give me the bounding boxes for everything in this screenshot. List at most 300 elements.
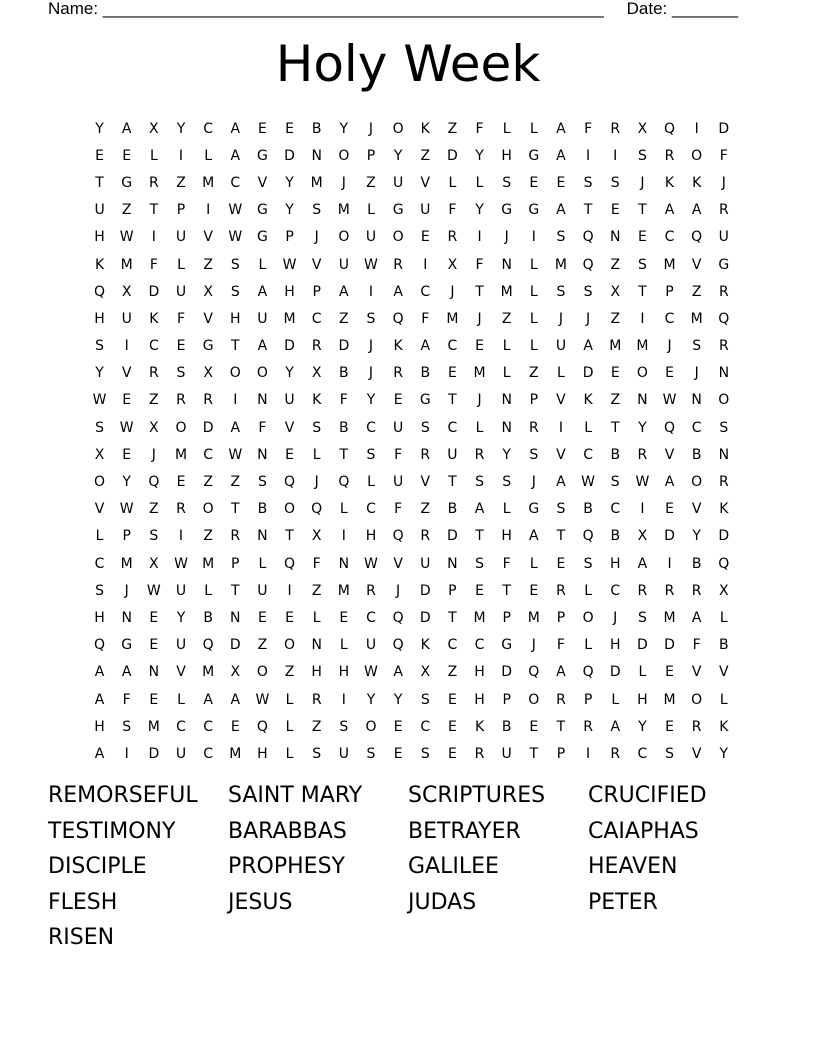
grid-letter[interactable]: M — [500, 283, 513, 300]
grid-letter[interactable]: S — [692, 338, 702, 355]
grid-letter[interactable]: Y — [95, 120, 104, 137]
grid-letter[interactable]: Y — [285, 202, 294, 219]
grid-letter[interactable]: W — [255, 691, 270, 708]
grid-letter[interactable]: Z — [257, 637, 268, 654]
grid-letter[interactable]: F — [584, 120, 593, 137]
grid-letter[interactable]: C — [420, 283, 431, 300]
grid-letter[interactable]: O — [691, 691, 703, 708]
grid-letter[interactable]: L — [502, 365, 511, 382]
grid-letter[interactable]: E — [420, 229, 430, 246]
grid-letter[interactable]: Z — [339, 310, 349, 327]
grid-letter[interactable]: D — [718, 120, 730, 137]
grid-letter[interactable]: U — [420, 202, 431, 219]
grid-letter[interactable]: M — [229, 745, 242, 762]
grid-letter[interactable]: S — [556, 283, 566, 300]
grid-letter[interactable]: N — [257, 392, 268, 409]
grid-letter[interactable]: N — [501, 419, 512, 436]
grid-letter[interactable]: C — [637, 745, 648, 762]
grid-letter[interactable]: E — [285, 120, 294, 137]
grid-letter[interactable]: L — [584, 582, 592, 599]
grid-letter[interactable]: Z — [284, 664, 295, 681]
grid-letter[interactable]: D — [148, 745, 160, 762]
grid-letter[interactable]: J — [586, 310, 591, 327]
grid-letter[interactable]: N — [257, 446, 268, 463]
grid-letter[interactable]: M — [147, 718, 160, 735]
grid-letter[interactable]: R — [556, 691, 566, 708]
grid-letter[interactable]: F — [122, 691, 131, 708]
grid-letter[interactable]: U — [94, 202, 105, 219]
grid-letter[interactable]: K — [474, 718, 485, 735]
grid-letter[interactable]: V — [556, 446, 566, 463]
grid-letter[interactable]: U — [392, 474, 404, 491]
grid-letter[interactable]: L — [367, 202, 375, 219]
grid-letter[interactable]: F — [719, 147, 728, 164]
grid-letter[interactable]: T — [230, 338, 240, 355]
grid-letter[interactable]: E — [176, 474, 186, 491]
grid-letter[interactable]: A — [203, 691, 213, 708]
grid-letter[interactable]: W — [119, 419, 134, 436]
grid-letter[interactable]: L — [502, 120, 511, 137]
grid-letter[interactable]: R — [610, 745, 621, 762]
grid-letter[interactable]: V — [176, 664, 186, 681]
grid-letter[interactable]: L — [312, 446, 321, 463]
grid-letter[interactable]: S — [610, 174, 620, 191]
grid-letter[interactable]: P — [502, 609, 511, 626]
grid-letter[interactable]: Q — [582, 528, 594, 545]
grid-letter[interactable]: A — [393, 664, 403, 681]
grid-letter[interactable]: I — [667, 555, 672, 572]
grid-letter[interactable]: E — [149, 637, 159, 654]
grid-letter[interactable]: N — [718, 446, 730, 463]
grid-letter[interactable]: E — [556, 555, 566, 572]
grid-letter[interactable]: E — [610, 202, 620, 219]
grid-letter[interactable]: D — [582, 365, 594, 382]
grid-letter[interactable]: U — [121, 310, 132, 327]
grid-letter[interactable]: R — [176, 392, 186, 409]
grid-letter[interactable]: H — [474, 664, 485, 681]
grid-letter[interactable]: E — [122, 392, 132, 409]
grid-letter[interactable]: U — [257, 582, 268, 599]
grid-letter[interactable]: G — [718, 256, 730, 273]
grid-letter[interactable]: W — [119, 501, 134, 518]
grid-letter[interactable]: I — [124, 745, 129, 762]
grid-letter[interactable]: R — [203, 392, 213, 409]
grid-letter[interactable]: Q — [202, 637, 214, 654]
grid-letter[interactable]: T — [230, 501, 240, 518]
grid-letter[interactable]: A — [339, 283, 349, 300]
grid-letter[interactable]: P — [583, 691, 593, 708]
grid-letter[interactable]: A — [121, 664, 132, 681]
grid-letter[interactable]: G — [121, 174, 133, 191]
grid-letter[interactable]: M — [663, 256, 676, 273]
grid-letter[interactable]: X — [447, 256, 458, 273]
grid-letter[interactable]: S — [257, 474, 267, 491]
grid-letter[interactable]: L — [557, 365, 565, 382]
grid-letter[interactable]: Z — [176, 174, 186, 191]
grid-letter[interactable]: V — [311, 256, 322, 273]
grid-letter[interactable]: I — [531, 229, 536, 246]
grid-letter[interactable]: I — [477, 229, 482, 246]
grid-letter[interactable]: T — [475, 528, 484, 545]
grid-letter[interactable]: Q — [284, 555, 296, 572]
grid-letter[interactable]: T — [638, 283, 647, 300]
grid-letter[interactable]: Y — [95, 365, 104, 382]
grid-letter[interactable]: N — [311, 147, 322, 164]
grid-letter[interactable]: O — [94, 474, 106, 491]
grid-letter[interactable]: T — [149, 202, 159, 219]
grid-letter[interactable]: K — [312, 392, 322, 409]
grid-letter[interactable]: N — [121, 609, 132, 626]
grid-letter[interactable]: F — [692, 637, 701, 654]
grid-letter[interactable]: Q — [392, 609, 404, 626]
grid-letter[interactable]: J — [314, 229, 319, 246]
grid-letter[interactable]: Y — [366, 691, 376, 708]
grid-letter[interactable]: H — [284, 283, 295, 300]
grid-letter[interactable]: L — [502, 501, 511, 518]
grid-letter[interactable]: D — [284, 147, 295, 164]
grid-letter[interactable]: L — [285, 718, 294, 735]
grid-letter[interactable]: E — [665, 664, 674, 681]
grid-letter[interactable]: S — [502, 474, 512, 491]
grid-letter[interactable]: X — [637, 528, 648, 545]
grid-letter[interactable]: A — [474, 501, 485, 518]
grid-letter[interactable]: H — [609, 637, 621, 654]
grid-letter[interactable]: F — [448, 202, 457, 219]
grid-letter[interactable]: F — [149, 256, 158, 273]
grid-letter[interactable]: E — [393, 718, 403, 735]
grid-letter[interactable]: V — [203, 310, 213, 327]
grid-letter[interactable]: H — [609, 555, 621, 572]
grid-letter[interactable]: D — [338, 338, 350, 355]
grid-letter[interactable]: Z — [203, 528, 213, 545]
grid-letter[interactable]: C — [176, 718, 186, 735]
grid-letter[interactable]: Q — [664, 419, 676, 436]
grid-letter[interactable]: R — [311, 691, 322, 708]
grid-letter[interactable]: N — [637, 392, 648, 409]
grid-letter[interactable]: E — [122, 147, 132, 164]
grid-letter[interactable]: A — [610, 718, 621, 735]
grid-letter[interactable]: I — [341, 691, 346, 708]
grid-letter[interactable]: L — [529, 120, 538, 137]
grid-letter[interactable]: B — [339, 419, 349, 436]
grid-letter[interactable]: C — [203, 120, 214, 137]
grid-letter[interactable]: Z — [610, 392, 621, 409]
grid-letter[interactable]: C — [583, 446, 593, 463]
grid-letter[interactable]: S — [149, 528, 159, 545]
grid-letter[interactable]: R — [637, 446, 648, 463]
grid-letter[interactable]: A — [556, 202, 566, 219]
grid-letter[interactable]: U — [718, 229, 729, 246]
grid-letter[interactable]: K — [420, 637, 430, 654]
grid-letter[interactable]: Q — [582, 256, 594, 273]
grid-letter[interactable]: X — [610, 283, 621, 300]
grid-letter[interactable]: Z — [447, 120, 458, 137]
grid-letter[interactable]: M — [609, 338, 622, 355]
grid-letter[interactable]: L — [312, 609, 321, 626]
grid-letter[interactable]: K — [583, 392, 593, 409]
grid-letter[interactable]: W — [92, 392, 107, 409]
grid-letter[interactable]: U — [257, 310, 268, 327]
grid-letter[interactable]: P — [502, 691, 511, 708]
grid-letter[interactable]: N — [501, 256, 512, 273]
grid-letter[interactable]: N — [257, 528, 268, 545]
grid-letter[interactable]: G — [528, 501, 540, 518]
grid-letter[interactable]: H — [474, 691, 485, 708]
grid-letter[interactable]: Q — [94, 637, 106, 654]
grid-letter[interactable]: S — [529, 446, 539, 463]
grid-letter[interactable]: E — [447, 745, 457, 762]
grid-letter[interactable]: I — [233, 392, 238, 409]
grid-letter[interactable]: R — [691, 718, 702, 735]
grid-letter[interactable]: P — [366, 147, 376, 164]
grid-letter[interactable]: I — [287, 582, 292, 599]
grid-letter[interactable]: L — [204, 582, 213, 599]
grid-letter[interactable]: M — [554, 256, 567, 273]
grid-letter[interactable]: Z — [447, 664, 458, 681]
grid-letter[interactable]: G — [256, 202, 268, 219]
grid-letter[interactable]: F — [339, 392, 348, 409]
grid-letter[interactable]: C — [366, 501, 376, 518]
grid-letter[interactable]: S — [583, 174, 593, 191]
grid-letter[interactable]: A — [230, 419, 241, 436]
grid-letter[interactable]: R — [528, 419, 539, 436]
grid-letter[interactable]: H — [94, 229, 105, 246]
grid-letter[interactable]: T — [583, 202, 593, 219]
grid-letter[interactable]: F — [394, 501, 403, 518]
grid-letter[interactable]: W — [228, 229, 243, 246]
grid-letter[interactable]: N — [338, 555, 350, 572]
grid-letter[interactable]: N — [230, 609, 241, 626]
grid-letter[interactable]: Q — [718, 310, 730, 327]
grid-letter[interactable]: D — [419, 609, 431, 626]
grid-letter[interactable]: S — [637, 147, 647, 164]
grid-letter[interactable]: M — [527, 609, 540, 626]
grid-letter[interactable]: V — [121, 365, 132, 382]
grid-letter[interactable]: A — [420, 338, 431, 355]
grid-letter[interactable]: Y — [393, 147, 403, 164]
grid-letter[interactable]: F — [421, 310, 430, 327]
grid-letter[interactable]: K — [420, 120, 430, 137]
grid-letter[interactable]: Z — [529, 365, 539, 382]
grid-letter[interactable]: L — [367, 474, 375, 491]
grid-letter[interactable]: H — [338, 664, 350, 681]
grid-letter[interactable]: X — [149, 555, 159, 572]
grid-letter[interactable]: D — [447, 528, 458, 545]
grid-letter[interactable]: E — [529, 582, 539, 599]
grid-letter[interactable]: D — [664, 528, 675, 545]
grid-letter[interactable]: S — [366, 446, 376, 463]
grid-letter[interactable]: L — [529, 555, 538, 572]
grid-letter[interactable]: N — [718, 365, 730, 382]
grid-letter[interactable]: D — [447, 147, 458, 164]
grid-letter[interactable]: L — [529, 310, 538, 327]
grid-letter[interactable]: S — [366, 745, 376, 762]
grid-letter[interactable]: M — [337, 582, 350, 599]
grid-letter[interactable]: X — [637, 120, 648, 137]
grid-letter[interactable]: H — [94, 310, 105, 327]
grid-letter[interactable]: L — [475, 419, 484, 436]
grid-letter[interactable]: A — [529, 528, 539, 545]
grid-letter[interactable]: F — [312, 555, 321, 572]
grid-letter[interactable]: Q — [528, 664, 540, 681]
grid-letter[interactable]: X — [149, 120, 159, 137]
grid-letter[interactable]: J — [504, 229, 509, 246]
grid-letter[interactable]: S — [230, 283, 240, 300]
grid-letter[interactable]: R — [691, 582, 702, 599]
grid-letter[interactable]: K — [719, 501, 729, 518]
grid-letter[interactable]: O — [691, 474, 703, 491]
grid-letter[interactable]: W — [228, 446, 243, 463]
grid-letter[interactable]: I — [178, 147, 184, 164]
grid-letter[interactable]: L — [285, 691, 294, 708]
grid-letter[interactable]: G — [256, 229, 268, 246]
grid-letter[interactable]: S — [420, 419, 430, 436]
grid-letter[interactable]: W — [119, 229, 134, 246]
grid-letter[interactable]: D — [501, 664, 513, 681]
grid-letter[interactable]: V — [203, 229, 213, 246]
grid-letter[interactable]: D — [718, 528, 730, 545]
grid-letter[interactable]: T — [285, 528, 294, 545]
grid-letter[interactable]: S — [719, 419, 729, 436]
grid-letter[interactable]: M — [663, 609, 676, 626]
grid-letter[interactable]: V — [691, 501, 702, 518]
grid-letter[interactable]: W — [635, 474, 650, 491]
grid-letter[interactable]: R — [474, 745, 485, 762]
grid-letter[interactable]: H — [94, 718, 105, 735]
grid-letter[interactable]: M — [120, 256, 133, 273]
grid-letter[interactable]: W — [364, 664, 378, 681]
grid-letter[interactable]: X — [203, 283, 213, 300]
grid-letter[interactable]: A — [556, 120, 566, 137]
grid-letter[interactable]: X — [311, 528, 322, 545]
grid-letter[interactable]: O — [202, 501, 214, 518]
grid-letter[interactable]: O — [582, 609, 594, 626]
grid-letter[interactable]: L — [529, 283, 538, 300]
grid-letter[interactable]: W — [174, 555, 188, 572]
grid-letter[interactable]: Q — [256, 718, 268, 735]
grid-letter[interactable]: Q — [94, 283, 106, 300]
grid-letter[interactable]: R — [393, 365, 403, 382]
grid-letter[interactable]: N — [610, 229, 621, 246]
grid-letter[interactable]: E — [475, 582, 484, 599]
grid-letter[interactable]: N — [501, 392, 512, 409]
grid-letter[interactable]: R — [610, 120, 621, 137]
grid-letter[interactable]: Z — [311, 582, 322, 599]
grid-letter[interactable]: Q — [311, 501, 323, 518]
grid-letter[interactable]: E — [556, 174, 566, 191]
grid-letter[interactable]: S — [610, 474, 620, 491]
grid-letter[interactable]: O — [365, 718, 377, 735]
grid-letter[interactable]: F — [475, 256, 484, 273]
grid-letter[interactable]: S — [95, 582, 105, 599]
grid-letter[interactable]: Q — [718, 555, 730, 572]
grid-letter[interactable]: O — [392, 229, 404, 246]
grid-letter[interactable]: A — [94, 691, 105, 708]
grid-letter[interactable]: M — [202, 174, 215, 191]
grid-letter[interactable]: Z — [420, 501, 431, 518]
grid-letter[interactable]: I — [151, 229, 156, 246]
grid-letter[interactable]: Q — [392, 637, 404, 654]
grid-letter[interactable]: A — [94, 664, 105, 681]
grid-letter[interactable]: U — [175, 637, 187, 654]
grid-letter[interactable]: V — [420, 174, 431, 191]
grid-letter[interactable]: Y — [475, 202, 484, 219]
grid-letter[interactable]: A — [691, 202, 702, 219]
grid-letter[interactable]: J — [477, 310, 482, 327]
grid-letter[interactable]: U — [284, 392, 295, 409]
grid-letter[interactable]: R — [718, 202, 729, 219]
grid-letter[interactable]: F — [556, 637, 565, 654]
grid-letter[interactable]: B — [501, 718, 512, 735]
grid-letter[interactable]: J — [477, 392, 482, 409]
grid-letter[interactable]: R — [664, 147, 675, 164]
grid-letter[interactable]: B — [203, 609, 213, 626]
grid-letter[interactable]: L — [475, 174, 484, 191]
grid-letter[interactable]: D — [419, 582, 431, 599]
grid-letter[interactable]: G — [256, 147, 268, 164]
grid-letter[interactable]: T — [448, 392, 457, 409]
grid-letter[interactable]: P — [556, 609, 566, 626]
grid-letter[interactable]: X — [121, 283, 132, 300]
grid-letter[interactable]: Y — [638, 718, 647, 735]
grid-letter[interactable]: L — [339, 637, 348, 654]
grid-letter[interactable]: Z — [610, 256, 621, 273]
grid-letter[interactable]: J — [368, 365, 374, 382]
grid-letter[interactable]: A — [691, 609, 702, 626]
grid-letter[interactable]: S — [95, 338, 105, 355]
grid-letter[interactable]: C — [203, 745, 214, 762]
grid-letter[interactable]: U — [420, 555, 431, 572]
grid-letter[interactable]: C — [366, 609, 376, 626]
grid-letter[interactable]: V — [284, 419, 295, 436]
grid-letter[interactable]: Q — [392, 310, 404, 327]
grid-letter[interactable]: S — [312, 202, 322, 219]
grid-letter[interactable]: R — [583, 718, 593, 735]
grid-letter[interactable]: E — [285, 446, 294, 463]
grid-letter[interactable]: T — [475, 283, 484, 300]
grid-letter[interactable]: H — [637, 691, 648, 708]
grid-letter[interactable]: O — [718, 392, 730, 409]
grid-letter[interactable]: H — [501, 528, 512, 545]
grid-letter[interactable]: I — [586, 147, 591, 164]
grid-letter[interactable]: L — [584, 637, 592, 654]
grid-letter[interactable]: R — [420, 528, 431, 545]
grid-letter[interactable]: N — [447, 555, 458, 572]
grid-letter[interactable]: S — [420, 745, 430, 762]
grid-letter[interactable]: A — [257, 338, 268, 355]
grid-letter[interactable]: L — [638, 664, 647, 681]
grid-letter[interactable]: L — [177, 691, 185, 708]
grid-letter[interactable]: E — [149, 609, 159, 626]
grid-letter[interactable]: Y — [692, 528, 701, 545]
grid-letter[interactable]: W — [146, 582, 161, 599]
grid-letter[interactable]: S — [176, 365, 186, 382]
grid-letter[interactable]: S — [312, 419, 322, 436]
grid-letter[interactable]: Z — [203, 256, 213, 273]
grid-letter[interactable]: Y — [475, 147, 484, 164]
grid-letter[interactable]: R — [366, 582, 376, 599]
grid-letter[interactable]: S — [230, 256, 240, 273]
grid-letter[interactable]: C — [691, 419, 702, 436]
grid-letter[interactable]: R — [420, 446, 431, 463]
grid-letter[interactable]: G — [202, 338, 214, 355]
grid-letter[interactable]: R — [474, 446, 485, 463]
grid-letter[interactable]: A — [230, 691, 241, 708]
grid-letter[interactable]: L — [258, 555, 267, 572]
grid-letter[interactable]: J — [124, 582, 129, 599]
grid-letter[interactable]: O — [636, 365, 648, 382]
grid-letter[interactable]: A — [230, 120, 241, 137]
